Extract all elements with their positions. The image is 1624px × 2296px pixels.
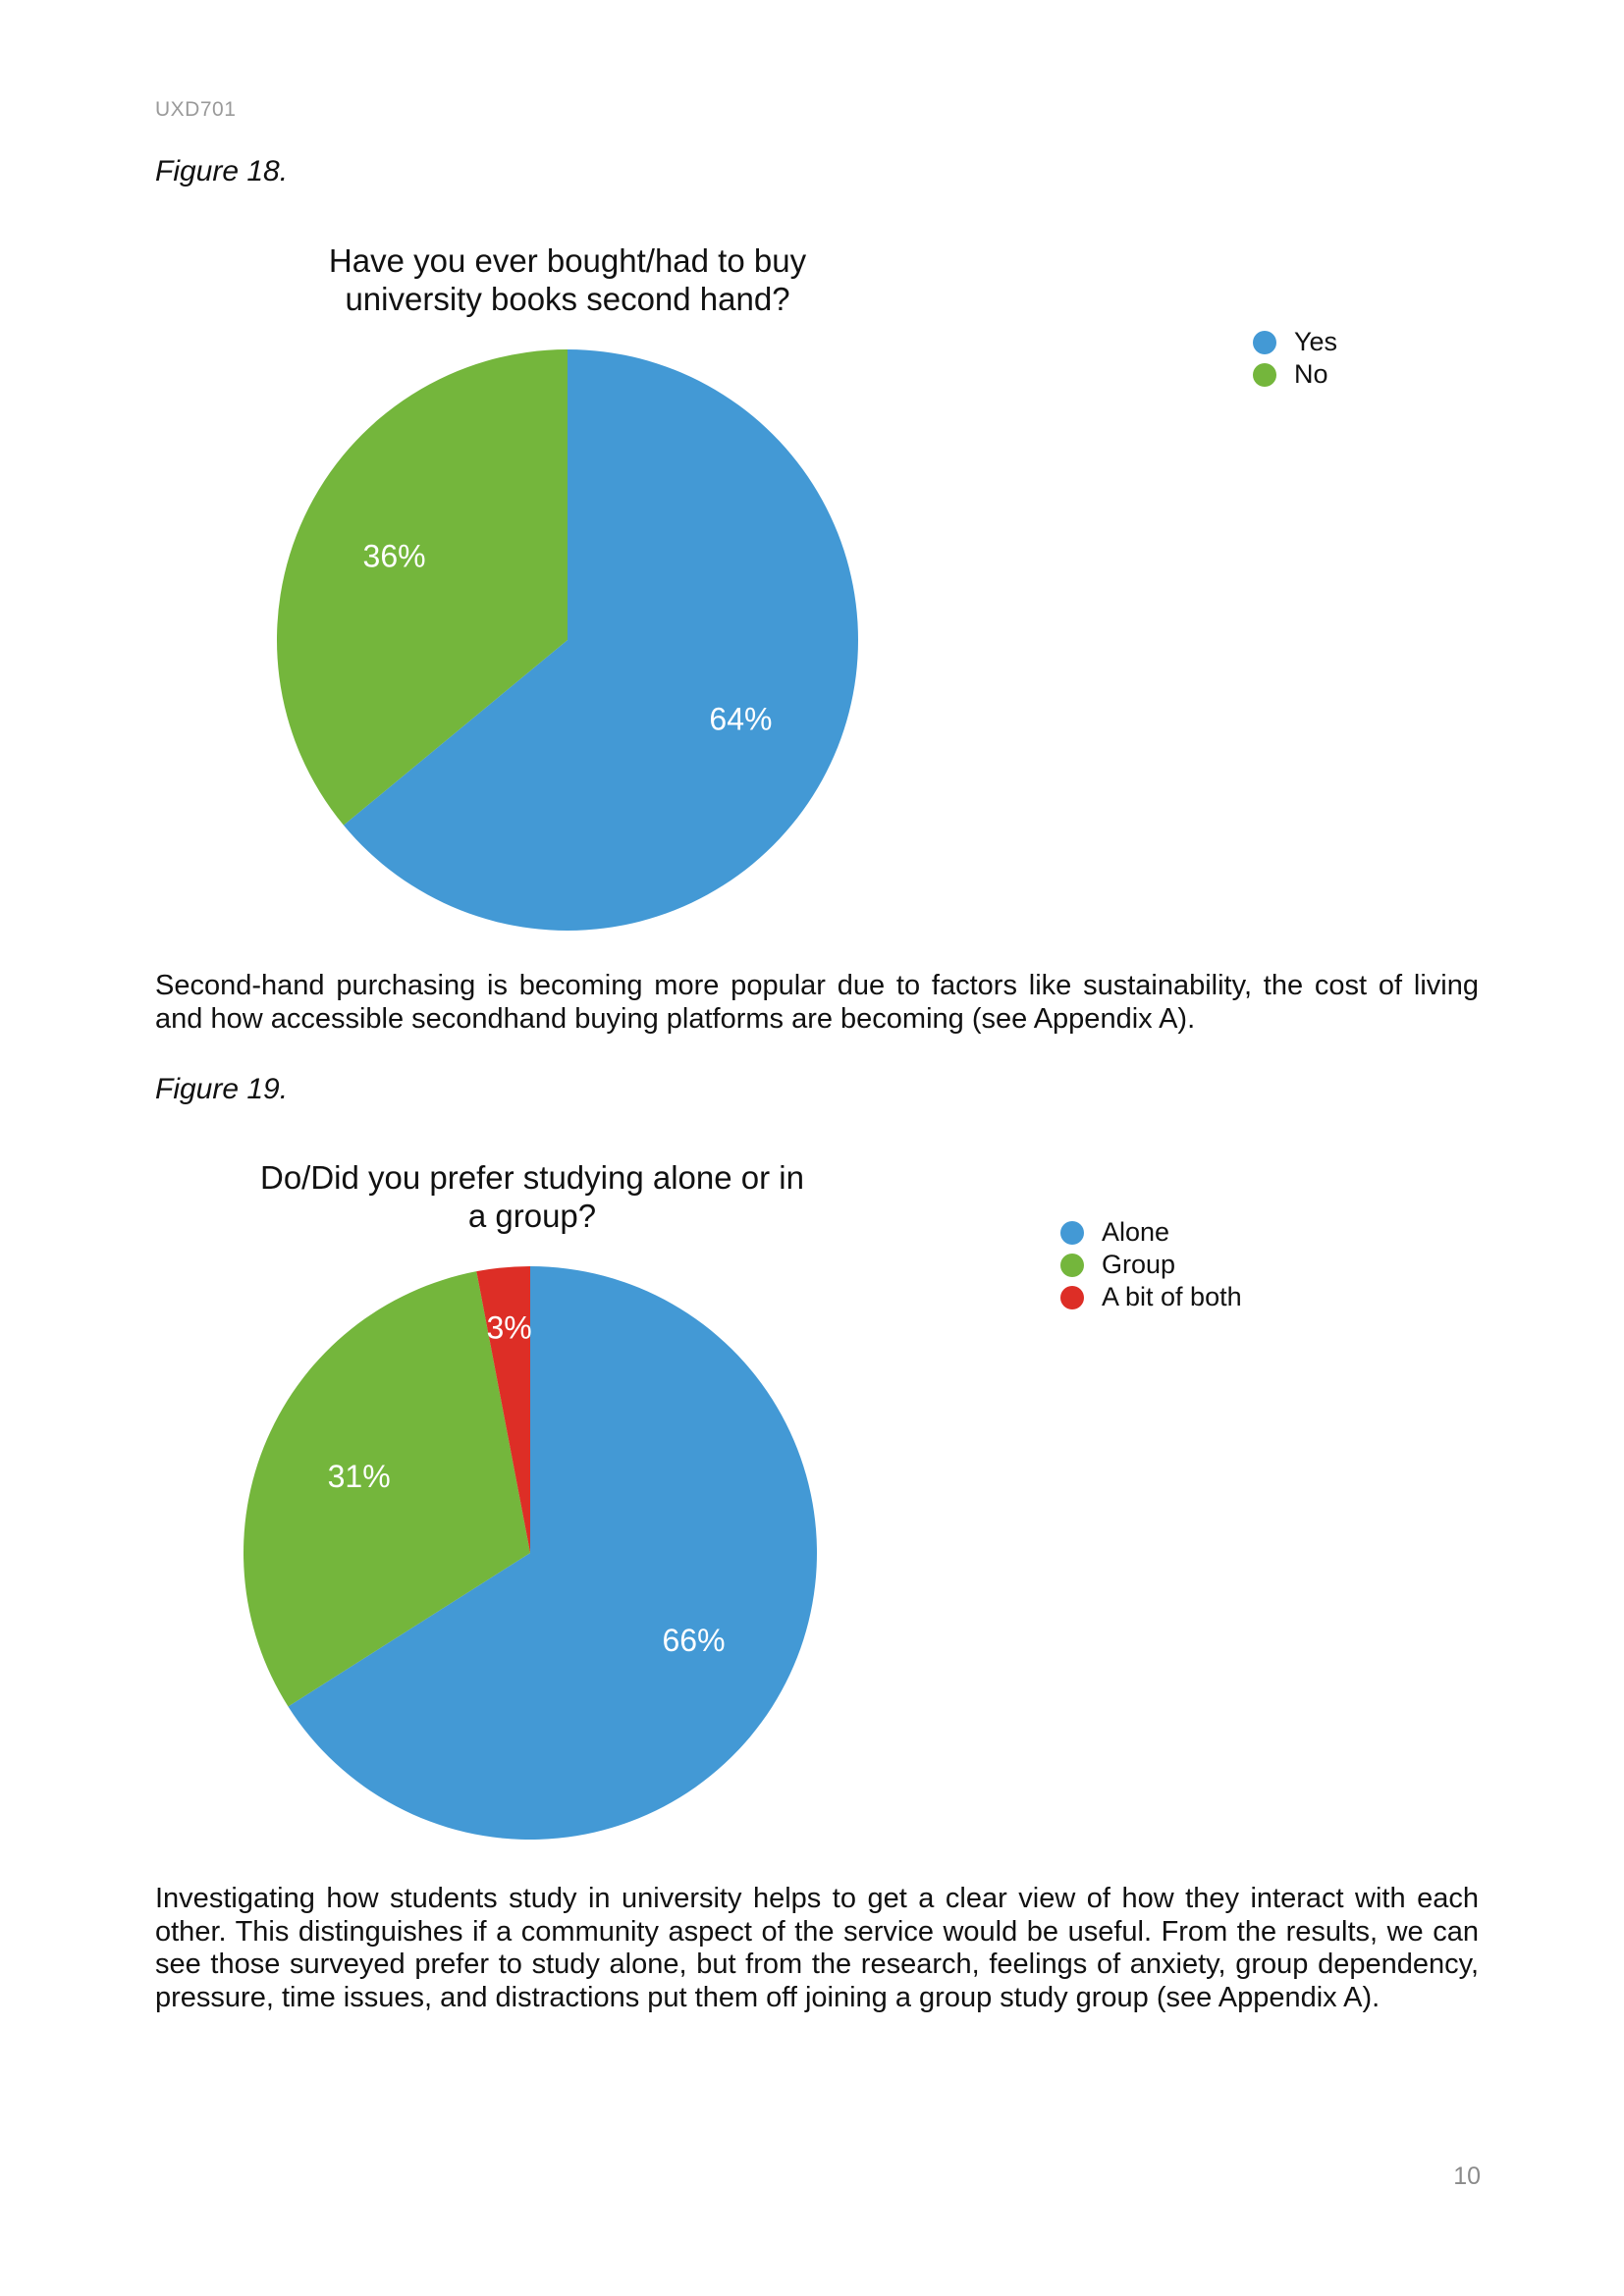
pie-label-a-bit-of-both: 3%	[486, 1309, 532, 1346]
legend-item-no	[1253, 358, 1337, 391]
chart-1-title-line-1: Have you ever bought/had to buy	[328, 242, 807, 279]
legend-item-group	[1060, 1249, 1242, 1281]
legend-swatch-yes	[1253, 331, 1276, 354]
document-code: UXD701	[155, 98, 237, 121]
legend-item-alone	[1060, 1216, 1242, 1249]
chart-2-legend	[1060, 1216, 1242, 1313]
pie-label-alone: 66%	[662, 1622, 726, 1658]
legend-item-yes	[1253, 326, 1337, 358]
chart-1-pie	[273, 348, 866, 935]
legend-label-alone: Alone	[1102, 1217, 1170, 1247]
chart-2-title-line-2: a group?	[467, 1198, 597, 1234]
pie-label-no: 36%	[362, 538, 426, 574]
paragraph-1: Second-hand purchasing is becoming more popular due to factors like sustainability, the cost of living and how accessible secondhand buying platforms are becoming (see Appendix A).	[155, 970, 1479, 1035]
chart-2-title-line-1: Do/Did you prefer studying alone or in	[260, 1159, 804, 1196]
legend-swatch-bit-of-both	[1060, 1286, 1084, 1309]
pie-label-group: 31%	[327, 1458, 391, 1494]
legend-item-bit-of-both	[1060, 1281, 1242, 1313]
page-number: 10	[1453, 2163, 1481, 2190]
pie-label-yes: 64%	[709, 701, 773, 737]
legend-label-bit-of-both: A bit of both	[1102, 1282, 1242, 1311]
legend-label-no: No	[1294, 359, 1328, 389]
legend-swatch-no	[1253, 363, 1276, 387]
figure-19-caption: Figure 19.	[155, 1073, 289, 1105]
legend-label-group: Group	[1102, 1250, 1176, 1279]
chart-2-pie	[242, 1266, 823, 1843]
legend-swatch-alone	[1060, 1221, 1084, 1245]
legend-label-yes: Yes	[1294, 327, 1338, 356]
chart-1-title	[273, 241, 862, 318]
figure-18-caption: Figure 18.	[155, 155, 289, 187]
chart-2-title	[238, 1158, 827, 1235]
legend-swatch-group	[1060, 1254, 1084, 1277]
paragraph-2: Investigating how students study in university helps to get a clear view of how they interact with each other. This distinguishes if a community aspect of the service would be useful. From the results, we can see those surveyed prefer to study alone, but from the research, feelings of anxiety, group dependency, pressure, time issues, and distractions put them off joining a group study group (see Appendix A).	[155, 1883, 1479, 2013]
chart-1-title-line-2: university books second hand?	[345, 281, 790, 317]
chart-1-legend	[1253, 326, 1337, 391]
